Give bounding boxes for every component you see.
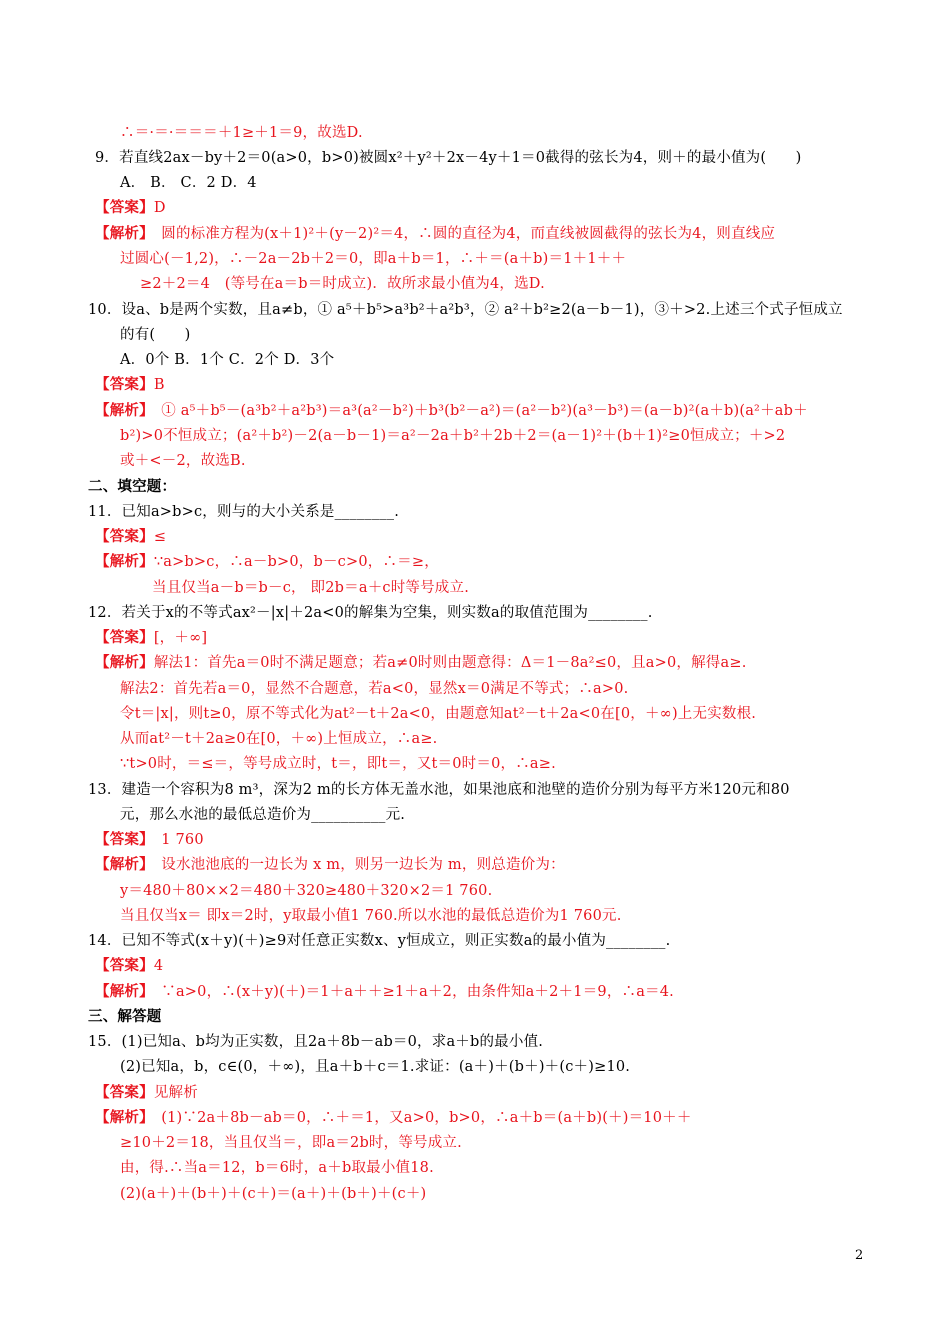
text-line xyxy=(95,956,163,976)
line-text: ∵a>0，∴(x＋y)(＋)＝1＋a＋＋≥1＋a＋2，由条件知a＋2＋1＝9，∴a＝4. xyxy=(146,984,674,1000)
answer-tag: 【答案】 xyxy=(95,199,154,216)
text-line xyxy=(95,1083,198,1103)
text-line xyxy=(95,982,674,1002)
text-line: 由，得.∴当a＝12，b＝6时，a＋b取最小值18. xyxy=(120,1160,434,1176)
line-text: ≤ xyxy=(153,529,167,545)
line-text: 设水池池底的一边长为 x m，则另一边长为 m，则总造价为： xyxy=(146,857,565,873)
line-text: ① a⁵＋b⁵－(a³b²＋a²b³)＝a³(a²－b²)＋b³(b²－a²)＝(a²－b²)(a³－b³)＝(a－b)²(a＋b)(a²＋ab＋ xyxy=(146,403,808,419)
answer-tag: 【解析】 xyxy=(95,553,154,570)
answer-tag: 【答案】 xyxy=(95,376,154,393)
text-line: 13．建造一个容积为8 m³，深为2 m的长方体无盖水池，如果池底和池壁的造价分别为每平方米120元和80 xyxy=(88,782,790,798)
text-line xyxy=(95,855,565,875)
text-line: 的有( ) xyxy=(120,327,191,343)
text-line: 令t＝|x|，则t≥0，原不等式化为at²－t＋2a<0，由题意知at²－t＋2a<0在[0，＋∞)上无实数根. xyxy=(120,706,757,722)
line-text: B xyxy=(153,377,165,393)
text-line: 过圆心(－1,2)，∴－2a－2b＋2＝0，即a＋b＝1，∴＋＝(a＋b)＝1＋1＋＋ xyxy=(120,251,627,267)
text-line: 解法2：首先若a＝0，显然不合题意，若a<0，显然x＝0满足不等式；∴a>0. xyxy=(120,681,629,697)
text-line: ≥10＋2＝18，当且仅当＝，即a＝2b时，等号成立. xyxy=(120,1135,462,1151)
line-text: (1)∵2a＋8b－ab＝0，∴＋＝1，又a>0，b>0，∴a＋b＝(a＋b)(＋)＝10＋＋ xyxy=(146,1110,692,1126)
text-line: 三、解答题 xyxy=(88,1008,162,1025)
answer-tag: 【解析】 xyxy=(95,654,154,671)
answer-tag: 【解析】 xyxy=(95,402,147,419)
text-line xyxy=(95,527,166,547)
text-line xyxy=(95,401,808,421)
answer-tag: 【答案】 xyxy=(95,629,154,646)
line-text: 4 xyxy=(153,958,164,974)
line-text: 解法1：首先a＝0时不满足题意；若a≠0时则由题意得：Δ＝1－8a²≤0，且a>0，解得a≥. xyxy=(153,655,747,671)
text-line: 9．若直线2ax－by＋2＝0(a>0，b>0)被圆x²＋y²＋2x－4y＋1＝0截得的弦长为4，则＋的最小值为( ) xyxy=(95,150,802,166)
text-line xyxy=(95,628,207,648)
line-text: ∵a>b>c，∴a－b>0，b－c>0，∴＝≥， xyxy=(153,554,439,570)
page-number: 2 xyxy=(855,1248,864,1263)
answer-tag: 【答案】 xyxy=(95,1084,154,1101)
answer-tag: 【答案】 xyxy=(95,831,147,848)
text-line: 15．(1)已知a、b均为正实数，且2a＋8b－ab＝0，求a＋b的最小值. xyxy=(88,1034,544,1050)
text-line: 元，那么水池的最低总造价为__________元. xyxy=(120,807,406,823)
text-line: 当且仅当a－b＝b－c， 即2b＝a＋c时等号成立. xyxy=(152,580,470,596)
text-line xyxy=(95,375,165,395)
answer-tag: 【解析】 xyxy=(95,983,147,1000)
text-line xyxy=(95,198,166,218)
line-text: D xyxy=(153,200,166,216)
text-line xyxy=(95,224,775,244)
text-line: 14．已知不等式(x＋y)(＋)≥9对任意正实数x、y恒成立，则正实数a的最小值为________. xyxy=(88,933,671,949)
text-line: 12．若关于x的不等式ax²－|x|＋2a<0的解集为空集，则实数a的取值范围为________. xyxy=(88,605,653,621)
answer-tag: 【解析】 xyxy=(95,225,147,242)
text-line xyxy=(95,552,439,572)
text-line: 或＋<－2，故选B. xyxy=(120,453,246,469)
text-line: 从而at²－t＋2a≥0在[0，＋∞)上恒成立，∴a≥. xyxy=(120,731,438,747)
text-line xyxy=(95,1108,692,1128)
line-text: 见解析 xyxy=(153,1085,198,1101)
line-text: 圆的标准方程为(x＋1)²＋(y－2)²＝4，∴圆的直径为4，而直线被圆截得的弦长为4，则直线应 xyxy=(146,226,776,242)
text-line: (2)已知a，b，c∈(0，＋∞)，且a＋b＋c＝1.求证：(a＋)＋(b＋)＋(c＋)≥10. xyxy=(120,1059,631,1075)
text-line: 11．已知a>b>c，则与的大小关系是________. xyxy=(88,504,400,520)
text-line: y＝480＋80××2＝480＋320≥480＋320×2＝1 760. xyxy=(120,883,493,899)
answer-tag: 【答案】 xyxy=(95,528,154,545)
text-line: 当且仅当x＝ 即x＝2时，y取最小值1 760.所以水池的最低总造价为1 760元. xyxy=(120,908,622,924)
text-line xyxy=(95,653,747,673)
text-line: ≥2＋2＝4 (等号在a＝b＝时成立)．故所求最小值为4，选D. xyxy=(140,276,545,292)
line-text: [，＋∞] xyxy=(153,630,208,646)
answer-tag: 【答案】 xyxy=(95,957,154,974)
answer-tag: 【解析】 xyxy=(95,856,147,873)
text-line: b²)>0不恒成立；(a²＋b²)－2(a－b－1)＝a²－2a＋b²＋2b＋2＝(a－1)²＋(b＋1)²≥0恒成立；＋>2 xyxy=(120,428,786,444)
text-line xyxy=(95,830,204,850)
text-line: A．0个 B．1个 C．2个 D．3个 xyxy=(120,352,335,368)
text-line: ∵t>0时，＝≤＝，等号成立时，t＝，即t＝，又t＝0时＝0，∴a≥. xyxy=(120,756,556,772)
text-line: 二、填空题： xyxy=(88,478,177,495)
line-text: 1 760 xyxy=(146,832,204,848)
text-line: (2)(a＋)＋(b＋)＋(c＋)＝(a＋)＋(b＋)＋(c＋) xyxy=(120,1186,427,1202)
text-line: 10．设a、b是两个实数，且a≠b，① a⁵＋b⁵>a³b²＋a²b³，② a²＋b²≥2(a－b－1)，③＋>2.上述三个式子恒成立 xyxy=(88,302,843,318)
text-line: A． B． C．2 D．4 xyxy=(120,175,257,191)
answer-tag: 【解析】 xyxy=(95,1109,147,1126)
text-line: ∴＝·＝·＝＝＝＋1≥＋1＝9，故选D. xyxy=(120,125,363,141)
